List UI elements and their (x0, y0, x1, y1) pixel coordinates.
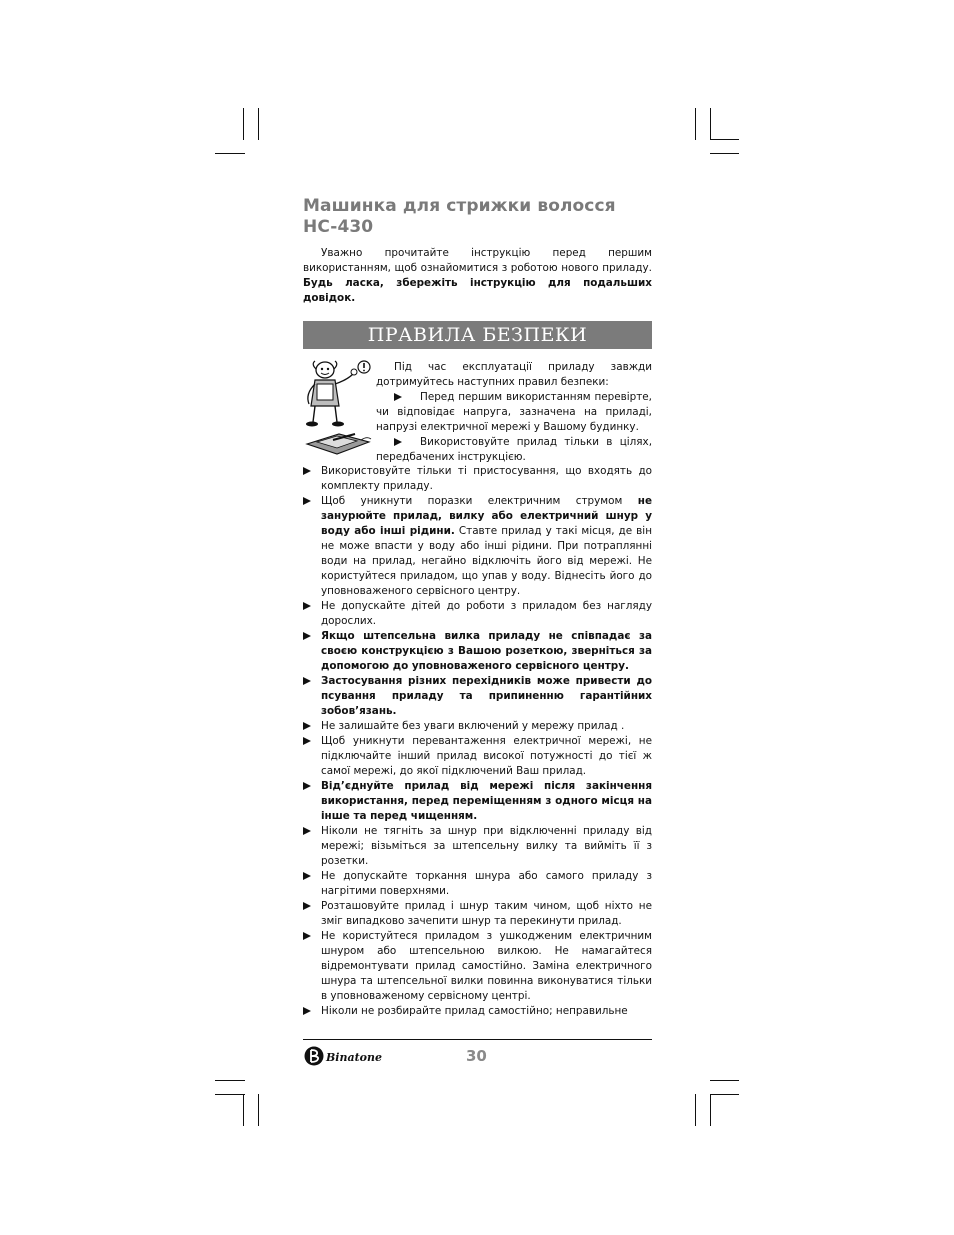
footer-rule (303, 1039, 652, 1040)
intro-bold: Будь ласка, збережіть інструкцію для подальших довідок. (303, 277, 652, 304)
bullet-triangle-icon (303, 467, 311, 475)
page-footer (303, 1039, 652, 1065)
list-item-text: Не користуйтеся приладом з ушкодженим електричним шнуром або штепсельною вилкою. Не намагайтеся відремонтувати прилад самостійно. Заміна електричного шнура та штепсельної вилки повинна виконуватися тільки в уповноваженому сервісному центрі. (321, 930, 652, 1002)
safety-intro-text-column (376, 360, 652, 465)
list-item-text: Не допускайте дітей до роботи з приладом без нагляду дорослих. (321, 600, 652, 627)
list-item (303, 869, 652, 899)
bullet-triangle-icon (303, 872, 311, 880)
warning-figure-icon (303, 360, 373, 458)
bullet-triangle-icon (303, 737, 311, 745)
list-item (376, 390, 652, 435)
crop-mark (243, 108, 244, 140)
page-number: 30 (466, 1047, 487, 1065)
document-title (303, 196, 652, 238)
list-item (303, 1004, 652, 1019)
bullet-triangle-icon (303, 497, 311, 505)
list-item (303, 719, 652, 734)
list-item (303, 674, 652, 719)
list-item-text: Щоб уникнути поразки електричним струмом (321, 495, 638, 507)
list-item-text: Використовуйте прилад тільки в цілях, передбачених інструкцією. (376, 436, 652, 463)
crop-mark (258, 108, 259, 140)
crop-mark (710, 108, 711, 140)
list-item (303, 734, 652, 779)
title-line-1: Машинка для стрижки волосся (303, 196, 616, 216)
bullet-triangle-icon (303, 632, 311, 640)
list-item-text: Розташовуйте прилад і шнур таким чином, щоб ніхто не зміг випадково зачепити шнур та перекинути прилад. (321, 900, 652, 927)
bullet-triangle-icon (303, 827, 311, 835)
bullet-triangle-icon (394, 393, 402, 401)
bullet-triangle-icon (303, 722, 311, 730)
crop-mark (710, 1094, 739, 1095)
safety-rules-list (303, 464, 652, 1019)
safety-intro: Під час експлуатації приладу завжди дотримуйтесь наступних правил безпеки: (376, 361, 652, 388)
crop-mark (215, 1094, 245, 1095)
brand-name: Binatone (326, 1051, 383, 1064)
list-item-text: Ніколи не розбирайте прилад самостійно; неправильне (321, 1005, 628, 1017)
list-item-text: Не залишайте без уваги включений у мережу прилад . (321, 720, 625, 732)
list-item (303, 899, 652, 929)
list-item (303, 464, 652, 494)
bullet-triangle-icon (303, 932, 311, 940)
list-item (303, 629, 652, 674)
title-line-2: HC-430 (303, 217, 374, 237)
list-item (376, 435, 652, 465)
intro-text: Уважно прочитайте інструкцію перед першим використанням, щоб ознайомитися з роботою нового приладу. (303, 247, 652, 274)
crop-mark (215, 153, 245, 154)
crop-mark (695, 108, 696, 140)
list-item-text: Ставте прилад у такі місця, де він не може впасти у воду або інші рідини. При потраплянні води на прилад, негайно відключіть його від мережі. Не користуйтеся приладом, що упав у воду. Віднесіть його до уповноваженого сервісного центру. (321, 525, 652, 597)
bullet-triangle-icon (303, 677, 311, 685)
section-banner: ПРАВИЛА БЕЗПЕКИ (303, 321, 652, 349)
bullet-triangle-icon (394, 438, 402, 446)
list-item (303, 824, 652, 869)
crop-mark (710, 1094, 711, 1126)
list-item-text: Ніколи не тягніть за шнур при відключенні приладу від мережі; візьміться за штепсельну вилку та вийміть її з розетки. (321, 825, 652, 867)
bullet-triangle-icon (303, 602, 311, 610)
crop-mark (243, 1094, 244, 1126)
list-item (303, 929, 652, 1004)
list-item (303, 779, 652, 824)
list-item-text: Використовуйте тільки ті пристосування, що входять до комплекту приладу. (321, 465, 652, 492)
page-content (303, 196, 652, 1019)
list-item-text: не занурюйте прилад, вилку або електричний шнур у воду або інші рідини. (321, 495, 652, 537)
list-item (303, 494, 652, 599)
list-item-text: Перед першим використанням перевірте, чи відповідає напруга, зазначена на приладі, напрузі електричної мережі у Вашому будинку. (376, 391, 652, 433)
intro-paragraph (303, 246, 652, 306)
list-item-text: Від’єднуйте прилад від мережі після закінчення використання, перед переміщенням з одного місця на інше та перед чищенням. (321, 780, 652, 822)
crop-mark (258, 1094, 259, 1126)
crop-mark (710, 1080, 739, 1081)
list-item (303, 599, 652, 629)
crop-mark (215, 1080, 245, 1081)
crop-mark (710, 153, 739, 154)
list-item-text: Щоб уникнути перевантаження електричної мережі, не підключайте інший прилад високої потужності до тієї ж самої мережі, до якої підключений Ваш прилад. (321, 735, 652, 777)
crop-mark (710, 139, 739, 140)
safety-intro-block (303, 360, 652, 464)
binatone-logo-icon (303, 1045, 403, 1067)
bullet-triangle-icon (303, 782, 311, 790)
list-item-text: Якщо штепсельна вилка приладу не співпадає за своєю конструкцією з Вашою розеткою, зверніться за допомогою до уповноваженого сервісного центру. (321, 630, 652, 672)
bullet-triangle-icon (303, 902, 311, 910)
list-item-text: Застосування різних перехідників може привести до псування приладу та припиненню гарантійних зобов’язань. (321, 675, 652, 717)
list-item-text: Не допускайте торкання шнура або самого приладу з нагрітими поверхнями. (321, 870, 652, 897)
bullet-triangle-icon (303, 1007, 311, 1015)
crop-mark (695, 1094, 696, 1126)
